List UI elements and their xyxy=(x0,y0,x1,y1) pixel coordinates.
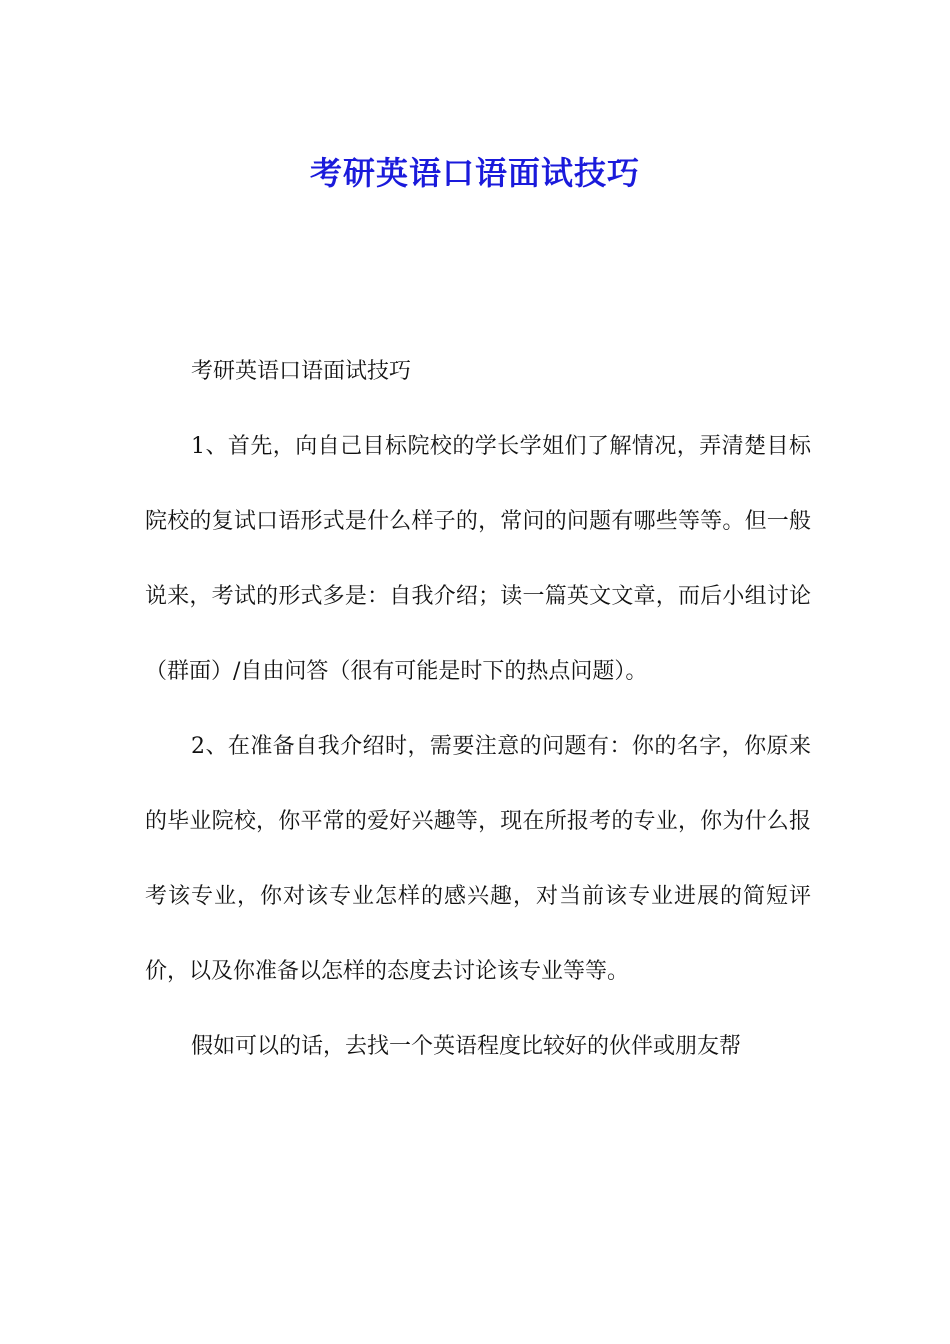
document-body xyxy=(145,334,811,1084)
paragraph-3: 假如可以的话，去找一个英语程度比较好的伙伴或朋友帮 xyxy=(191,1034,742,1059)
document-title: 考研英语口语面试技巧 xyxy=(309,154,640,193)
paragraph-1: 1、首先，向自己目标院校的学长学姐们了解情况，弄清楚目标院校的复试口语形式是什么样子的，常问的问题有哪些等等。但一般说来，考试的形式多是：自我介绍；读一篇英文文章，而后小组讨论（群面）/自由问答（很有可能是时下的热点问题）。 xyxy=(145,434,811,684)
paragraph-2: 2、在准备自我介绍时，需要注意的问题有：你的名字，你原来的毕业院校，你平常的爱好兴趣等，现在所报考的专业，你为什么报考该专业，你对该专业怎样的感兴趣，对当前该专业进展的简短评价，以及你准备以怎样的态度去讨论该专业等等。 xyxy=(145,734,811,984)
paragraph-heading: 考研英语口语面试技巧 xyxy=(191,359,412,384)
